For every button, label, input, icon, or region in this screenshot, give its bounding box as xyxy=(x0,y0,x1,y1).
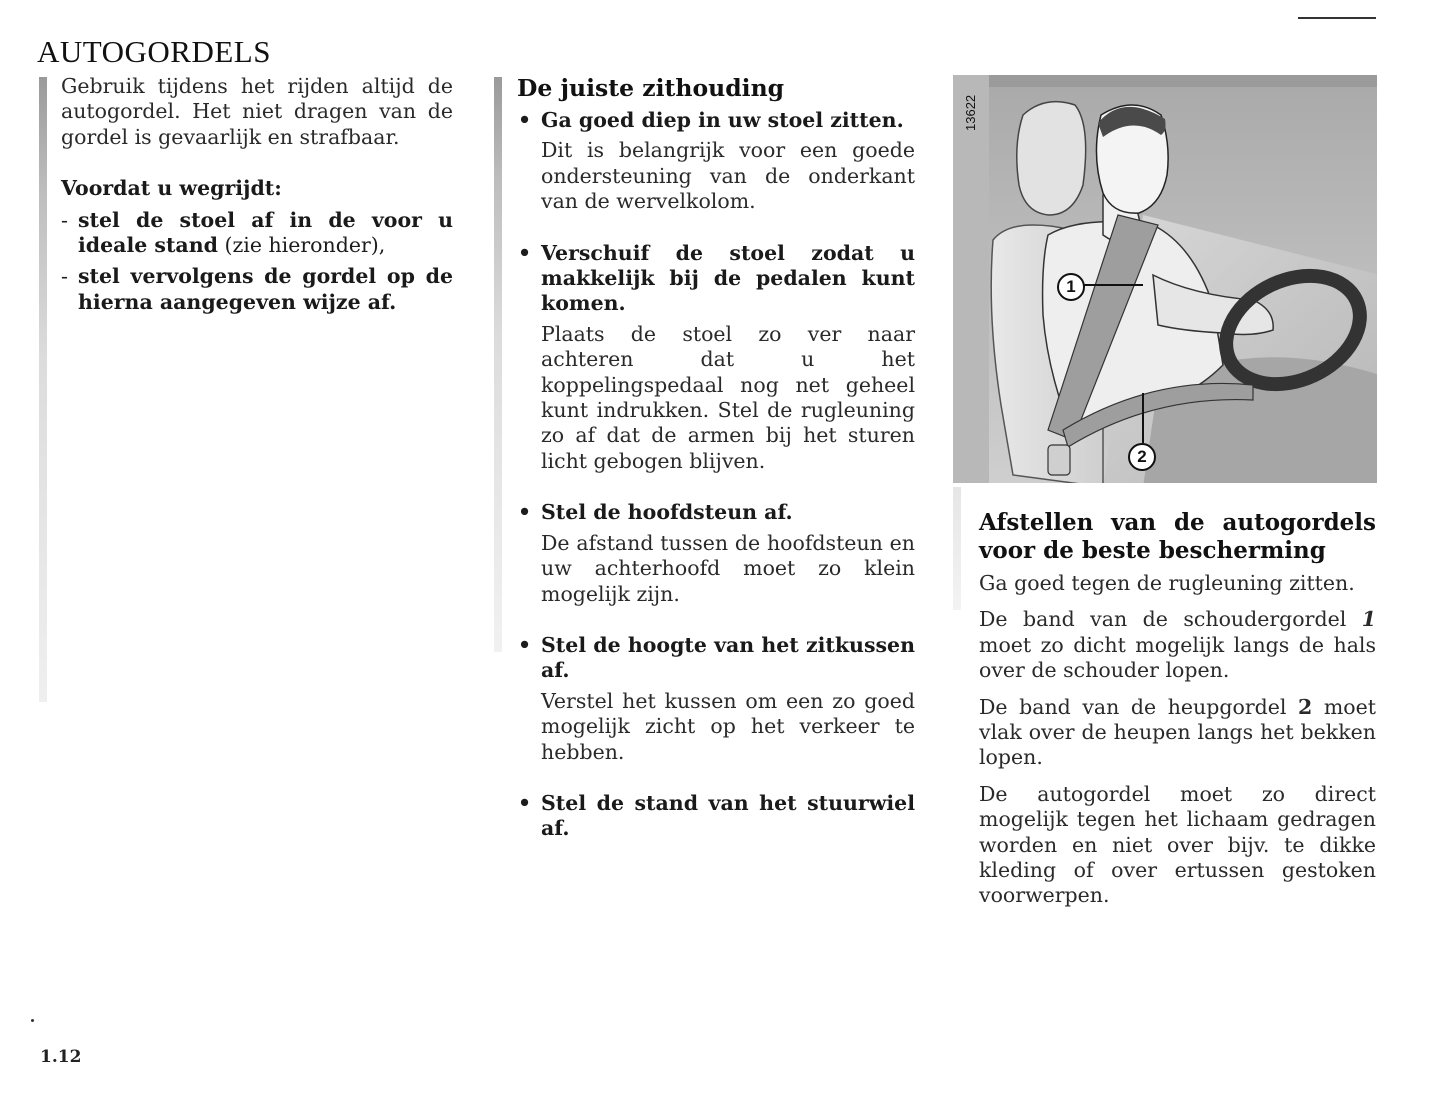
page-number: 1.12 xyxy=(40,1047,82,1067)
callout-2: 2 xyxy=(1128,443,1156,471)
text-span: De band van de heupgordel xyxy=(979,694,1299,719)
column-intro xyxy=(61,74,453,315)
paragraph xyxy=(979,607,1376,683)
column-belt-adjust xyxy=(979,509,1376,909)
margin-bar-left xyxy=(39,77,47,702)
bullet-item xyxy=(517,791,915,842)
figure-code: 13622 xyxy=(963,94,978,132)
bullet-title: Ga goed diep in uw stoel zitten. xyxy=(541,108,904,132)
bullet-marker: • xyxy=(518,108,532,132)
bullet-text: Verstel het kussen om een zo goed mogelijk zicht op het verkeer te hebben. xyxy=(541,688,915,764)
text-span: moet vlak over de heupen langs het bekken lopen. xyxy=(979,694,1376,770)
section-heading-belt: Afstellen van de autogordels voor de beste bescherming xyxy=(979,509,1376,564)
paragraph xyxy=(979,695,1376,771)
bullet-title: Stel de hoogte van het zitkussen af. xyxy=(541,632,915,683)
list-item xyxy=(61,264,453,315)
list-item xyxy=(61,208,453,259)
bullet-item xyxy=(517,241,915,475)
bullet-item xyxy=(517,108,915,215)
header-rule xyxy=(1298,17,1376,19)
text-span: De band van de schoudergordel xyxy=(979,607,1362,632)
section-heading-seating: De juiste zithouding xyxy=(517,74,785,102)
bullet-marker: • xyxy=(518,240,532,265)
bullet-marker: • xyxy=(518,500,532,525)
bullet-text: De afstand tussen de hoofdsteun en uw achterhoofd moet zo klein mogelijk zijn. xyxy=(541,530,915,606)
reference-number: 2 xyxy=(1298,694,1313,719)
lead-label: Voordat u wegrijdt: xyxy=(61,176,282,201)
bullet-text: Dit is belangrijk voor een goede ondersteuning van de onderkant van de wervelkolom. xyxy=(541,138,915,214)
list-item-bold: stel vervolgens de gordel op de hierna aangegeven wijze af. xyxy=(78,264,453,314)
dash-marker: - xyxy=(61,207,68,232)
margin-bar-right xyxy=(953,470,961,610)
paragraph: Ga goed tegen de rugleuning zitten. xyxy=(979,571,1355,595)
margin-bar-middle xyxy=(494,77,502,652)
text-span: moet zo dicht mogelijk langs de hals over de schouder lopen. xyxy=(979,632,1376,683)
bullet-item xyxy=(517,633,915,765)
margin-dot xyxy=(31,1019,34,1022)
callout-1: 1 xyxy=(1057,273,1085,301)
intro-paragraph: Gebruik tijdens het rijden altijd de autogordel. Het niet dragen van de gordel is gevaarlijk en strafbaar. xyxy=(61,74,453,149)
list-item-rest: (zie hieronder), xyxy=(217,233,386,258)
page-title: AUTOGORDELS xyxy=(37,34,271,69)
bullet-marker: • xyxy=(518,632,532,657)
paragraph: De autogordel moet zo direct mogelijk tegen het lichaam gedragen worden en niet over bijv. te dikke kleding of over ertussen gestoken voorwerpen. xyxy=(979,781,1376,908)
column-seating xyxy=(517,74,915,842)
bullet-title: Stel de stand van het stuurwiel af. xyxy=(541,790,915,841)
bullet-item xyxy=(517,500,915,607)
dash-marker: - xyxy=(61,264,68,289)
list-item-bold: stel de stoel af in de voor u ideale stand xyxy=(78,207,453,258)
bullet-title: Stel de hoofdsteun af. xyxy=(541,500,793,525)
reference-number: 1 xyxy=(1361,607,1376,632)
bullet-title: Verschuif de stoel zodat u makkelijk bij de pedalen kunt komen. xyxy=(541,240,915,316)
bullet-marker: • xyxy=(518,790,532,815)
bullet-text: Plaats de stoel zo ver naar achteren dat u het koppelingspedaal nog net geheel kunt indrukken. Stel de rugleuning zo af dat de armen bij het sturen licht gebogen blijven. xyxy=(541,321,915,473)
seatbelt-illustration xyxy=(953,75,1380,487)
